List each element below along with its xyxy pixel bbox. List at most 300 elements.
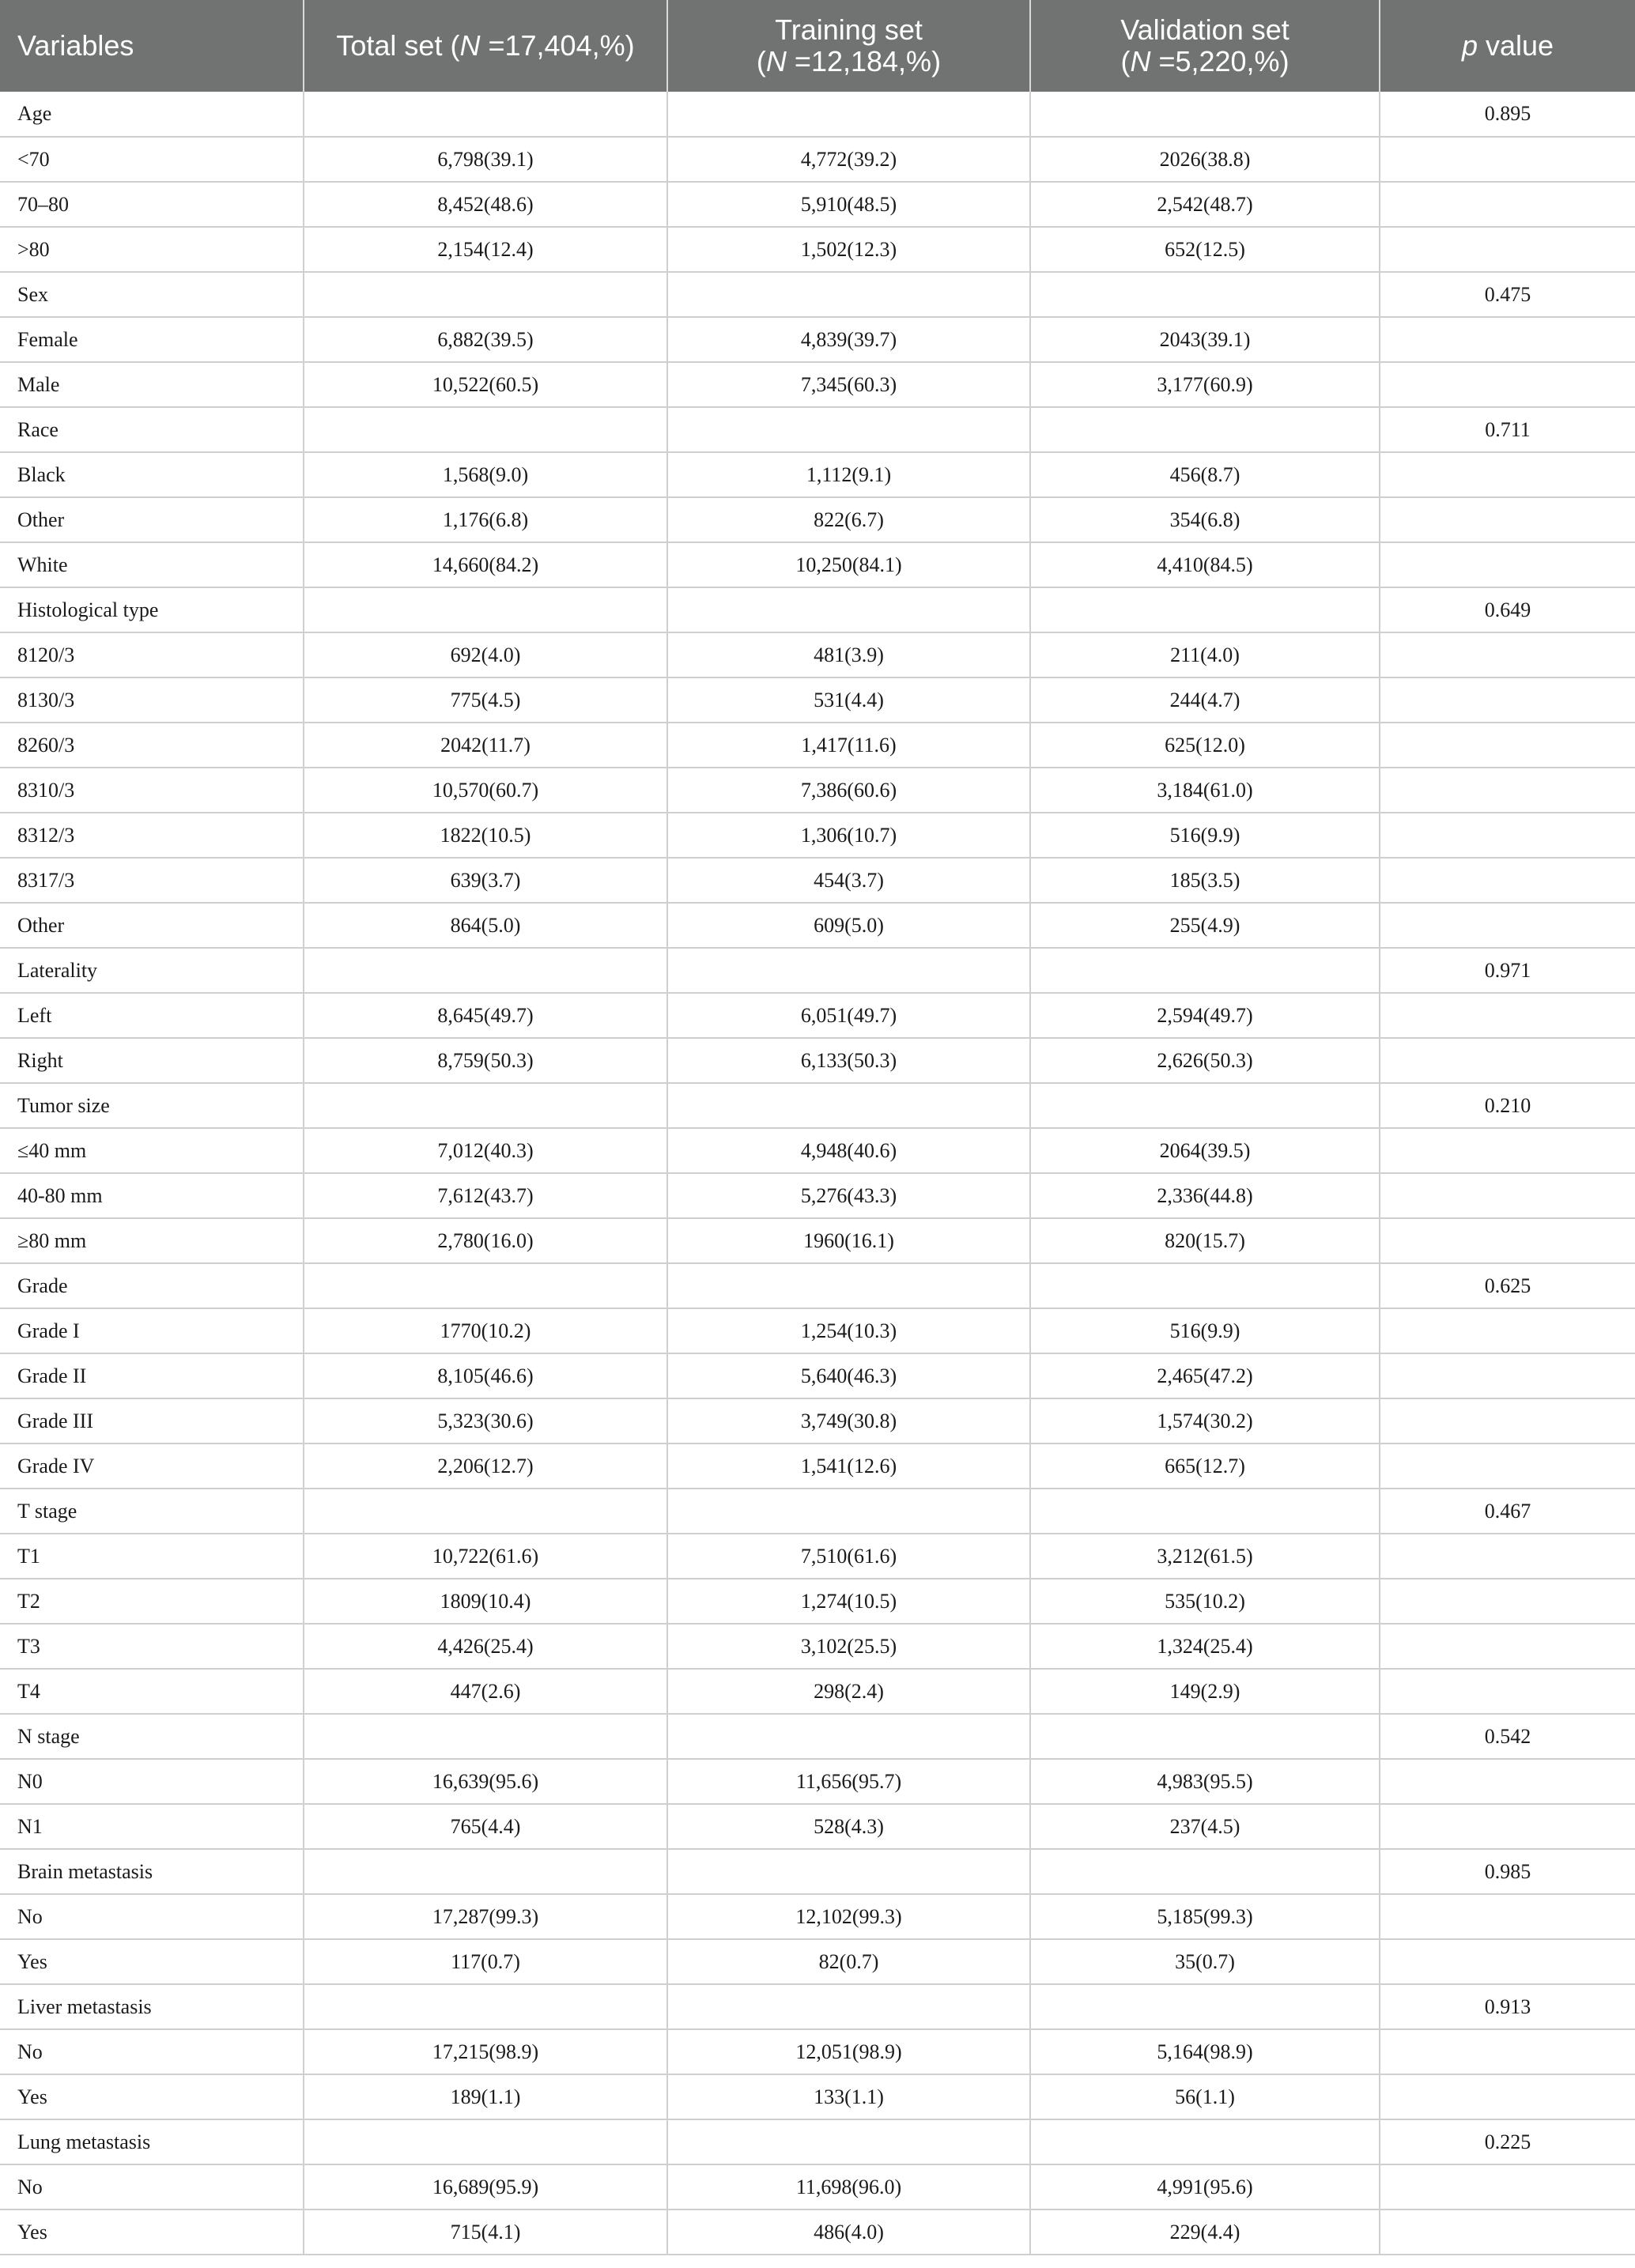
total-set-cell: 8,759(50.3) — [304, 1038, 667, 1083]
training-set-cell: 1960(16.1) — [667, 1218, 1030, 1263]
p-value-cell — [1380, 1173, 1635, 1218]
validation-set-cell: 3,212(61.5) — [1030, 1534, 1380, 1579]
table-row — [0, 768, 1635, 813]
training-set-cell: 133(1.1) — [667, 2074, 1030, 2119]
total-set-cell: 6,798(39.1) — [304, 137, 667, 182]
training-set-cell: 1,274(10.5) — [667, 1579, 1030, 1624]
variable-cell: T stage — [0, 1489, 304, 1534]
training-set-cell: 531(4.4) — [667, 677, 1030, 723]
header-total-pre: Total set ( — [336, 29, 460, 62]
header-training-line1: Training set — [775, 13, 923, 46]
table-row — [0, 677, 1635, 723]
total-set-cell — [304, 1984, 667, 2029]
table-row — [0, 362, 1635, 407]
p-value-cell: 0.895 — [1380, 92, 1635, 137]
total-set-cell: 2,206(12.7) — [304, 1443, 667, 1489]
header-validation-post: =5,220,%) — [1150, 45, 1289, 77]
variable-cell: 8130/3 — [0, 677, 304, 723]
total-set-cell: 5,323(30.6) — [304, 1398, 667, 1443]
total-set-cell: 1770(10.2) — [304, 1308, 667, 1353]
total-set-cell: 16,639(95.6) — [304, 1759, 667, 1804]
variable-cell: Liver metastasis — [0, 1984, 304, 2029]
validation-set-cell: 2,465(47.2) — [1030, 1353, 1380, 1398]
table-row — [0, 1489, 1635, 1534]
total-set-cell: 8,452(48.6) — [304, 182, 667, 227]
validation-set-cell — [1030, 407, 1380, 452]
total-set-cell: 14,660(84.2) — [304, 542, 667, 587]
p-value-cell — [1380, 1398, 1635, 1443]
validation-set-cell: 35(0.7) — [1030, 1939, 1380, 1984]
training-set-cell: 1,306(10.7) — [667, 813, 1030, 858]
training-set-cell: 1,254(10.3) — [667, 1308, 1030, 1353]
variable-cell: Other — [0, 497, 304, 542]
total-set-cell: 17,287(99.3) — [304, 1894, 667, 1939]
p-value-cell: 0.971 — [1380, 948, 1635, 993]
header-validation-n: N — [1130, 45, 1151, 77]
total-set-cell: 447(2.6) — [304, 1669, 667, 1714]
training-set-cell: 609(5.0) — [667, 903, 1030, 948]
total-set-cell: 2,780(16.0) — [304, 1218, 667, 1263]
p-value-cell — [1380, 452, 1635, 497]
validation-set-cell: 2,542(48.7) — [1030, 182, 1380, 227]
training-set-cell: 298(2.4) — [667, 1669, 1030, 1714]
p-value-cell: 0.985 — [1380, 1849, 1635, 1894]
header-row — [0, 0, 1635, 92]
validation-set-cell: 237(4.5) — [1030, 1804, 1380, 1849]
table-row — [0, 1984, 1635, 2029]
validation-set-cell: 2064(39.5) — [1030, 1128, 1380, 1173]
variable-cell: No — [0, 2029, 304, 2074]
training-set-cell: 4,839(39.7) — [667, 317, 1030, 362]
header-validation-set — [1030, 0, 1380, 92]
total-set-cell: 8,105(46.6) — [304, 1353, 667, 1398]
training-set-cell: 7,510(61.6) — [667, 1534, 1030, 1579]
variable-cell: Right — [0, 1038, 304, 1083]
variable-cell: Other — [0, 903, 304, 948]
variable-cell: Grade III — [0, 1398, 304, 1443]
variable-cell: Female — [0, 317, 304, 362]
header-p: p — [1461, 29, 1478, 62]
variable-cell: White — [0, 542, 304, 587]
validation-set-cell: 516(9.9) — [1030, 813, 1380, 858]
total-set-cell: 639(3.7) — [304, 858, 667, 903]
p-value-cell: 0.467 — [1380, 1489, 1635, 1534]
p-value-cell — [1380, 1759, 1635, 1804]
variable-cell: N1 — [0, 1804, 304, 1849]
training-set-cell — [667, 1083, 1030, 1128]
variable-cell: ≤40 mm — [0, 1128, 304, 1173]
training-set-cell: 12,051(98.9) — [667, 2029, 1030, 2074]
total-set-cell: 16,689(95.9) — [304, 2164, 667, 2210]
p-value-cell — [1380, 2210, 1635, 2255]
validation-set-cell: 820(15.7) — [1030, 1218, 1380, 1263]
training-set-cell: 7,386(60.6) — [667, 768, 1030, 813]
variable-cell: T4 — [0, 1669, 304, 1714]
training-set-cell: 822(6.7) — [667, 497, 1030, 542]
training-set-cell — [667, 2119, 1030, 2164]
table-row — [0, 1669, 1635, 1714]
validation-set-cell — [1030, 1083, 1380, 1128]
variable-cell: N stage — [0, 1714, 304, 1759]
variable-cell: Tumor size — [0, 1083, 304, 1128]
validation-set-cell — [1030, 1984, 1380, 2029]
p-value-cell — [1380, 1353, 1635, 1398]
validation-set-cell — [1030, 948, 1380, 993]
variable-cell: Age — [0, 92, 304, 137]
p-value-cell — [1380, 2029, 1635, 2074]
table-row — [0, 317, 1635, 362]
p-value-cell — [1380, 2164, 1635, 2210]
total-set-cell: 2,154(12.4) — [304, 227, 667, 272]
p-value-cell: 0.649 — [1380, 587, 1635, 632]
table-row — [0, 1083, 1635, 1128]
variable-cell: 8260/3 — [0, 723, 304, 768]
validation-set-cell — [1030, 2119, 1380, 2164]
table-row — [0, 1128, 1635, 1173]
variable-cell: Laterality — [0, 948, 304, 993]
validation-set-cell: 3,177(60.9) — [1030, 362, 1380, 407]
training-set-cell: 4,948(40.6) — [667, 1128, 1030, 1173]
p-value-cell — [1380, 1218, 1635, 1263]
variable-cell: Yes — [0, 2074, 304, 2119]
table-row — [0, 1624, 1635, 1669]
variable-cell: T1 — [0, 1534, 304, 1579]
training-set-cell: 11,698(96.0) — [667, 2164, 1030, 2210]
variable-cell: Grade — [0, 1263, 304, 1308]
p-value-cell — [1380, 1308, 1635, 1353]
validation-set-cell: 149(2.9) — [1030, 1669, 1380, 1714]
p-value-cell — [1380, 362, 1635, 407]
table-row — [0, 92, 1635, 137]
table-row — [0, 1308, 1635, 1353]
validation-set-cell: 5,164(98.9) — [1030, 2029, 1380, 2074]
p-value-cell — [1380, 813, 1635, 858]
p-value-cell — [1380, 993, 1635, 1038]
total-set-cell: 117(0.7) — [304, 1939, 667, 1984]
validation-set-cell — [1030, 1489, 1380, 1534]
p-value-cell: 0.475 — [1380, 272, 1635, 317]
table-row — [0, 227, 1635, 272]
training-set-cell: 486(4.0) — [667, 2210, 1030, 2255]
table-row — [0, 1804, 1635, 1849]
table-row — [0, 1443, 1635, 1489]
p-value-cell — [1380, 768, 1635, 813]
total-set-cell — [304, 1489, 667, 1534]
training-set-cell: 12,102(99.3) — [667, 1894, 1030, 1939]
training-set-cell — [667, 1714, 1030, 1759]
training-set-cell — [667, 1849, 1030, 1894]
total-set-cell — [304, 92, 667, 137]
table-row — [0, 407, 1635, 452]
validation-set-cell: 255(4.9) — [1030, 903, 1380, 948]
training-set-cell: 3,102(25.5) — [667, 1624, 1030, 1669]
variable-cell: Black — [0, 452, 304, 497]
table-row — [0, 182, 1635, 227]
training-set-cell — [667, 407, 1030, 452]
variable-cell: 8120/3 — [0, 632, 304, 677]
variable-cell: >80 — [0, 227, 304, 272]
total-set-cell: 1,176(6.8) — [304, 497, 667, 542]
total-set-cell — [304, 1714, 667, 1759]
p-value-cell — [1380, 1804, 1635, 1849]
validation-set-cell: 625(12.0) — [1030, 723, 1380, 768]
header-p-value — [1380, 0, 1635, 92]
validation-set-cell: 4,983(95.5) — [1030, 1759, 1380, 1804]
variable-cell: T3 — [0, 1624, 304, 1669]
table-row — [0, 2074, 1635, 2119]
validation-set-cell: 244(4.7) — [1030, 677, 1380, 723]
training-set-cell: 481(3.9) — [667, 632, 1030, 677]
training-set-cell: 1,541(12.6) — [667, 1443, 1030, 1489]
variable-cell: Sex — [0, 272, 304, 317]
training-set-cell: 11,656(95.7) — [667, 1759, 1030, 1804]
total-set-cell: 10,522(60.5) — [304, 362, 667, 407]
training-set-cell: 3,749(30.8) — [667, 1398, 1030, 1443]
p-value-cell — [1380, 497, 1635, 542]
table-row — [0, 2210, 1635, 2255]
training-set-cell: 5,910(48.5) — [667, 182, 1030, 227]
header-training-pre: ( — [756, 45, 766, 77]
total-set-cell — [304, 272, 667, 317]
table-row — [0, 948, 1635, 993]
header-variables: Variables — [0, 0, 304, 92]
p-value-cell — [1380, 1579, 1635, 1624]
p-value-cell: 0.210 — [1380, 1083, 1635, 1128]
table-row — [0, 632, 1635, 677]
total-set-cell: 775(4.5) — [304, 677, 667, 723]
table-row — [0, 1939, 1635, 1984]
validation-set-cell: 1,324(25.4) — [1030, 1624, 1380, 1669]
table-row — [0, 903, 1635, 948]
variable-cell: 70–80 — [0, 182, 304, 227]
variable-cell: Grade I — [0, 1308, 304, 1353]
table-row — [0, 1173, 1635, 1218]
total-set-cell: 1,568(9.0) — [304, 452, 667, 497]
table-row — [0, 1894, 1635, 1939]
validation-set-cell: 56(1.1) — [1030, 2074, 1380, 2119]
validation-set-cell: 4,410(84.5) — [1030, 542, 1380, 587]
total-set-cell: 715(4.1) — [304, 2210, 667, 2255]
variable-cell: Yes — [0, 1939, 304, 1984]
training-set-cell: 1,417(11.6) — [667, 723, 1030, 768]
training-set-cell: 1,112(9.1) — [667, 452, 1030, 497]
variable-cell: Grade II — [0, 1353, 304, 1398]
training-set-cell: 5,640(46.3) — [667, 1353, 1030, 1398]
total-set-cell: 1809(10.4) — [304, 1579, 667, 1624]
table-row — [0, 1714, 1635, 1759]
table-row — [0, 1218, 1635, 1263]
total-set-cell: 864(5.0) — [304, 903, 667, 948]
header-training-n: N — [765, 45, 787, 77]
table-row — [0, 587, 1635, 632]
validation-set-cell — [1030, 1714, 1380, 1759]
validation-set-cell: 2026(38.8) — [1030, 137, 1380, 182]
total-set-cell: 17,215(98.9) — [304, 2029, 667, 2074]
header-validation-line1: Validation set — [1120, 13, 1289, 46]
variable-cell: No — [0, 1894, 304, 1939]
variable-cell: 8312/3 — [0, 813, 304, 858]
training-set-cell — [667, 92, 1030, 137]
table-row — [0, 497, 1635, 542]
table-row — [0, 993, 1635, 1038]
training-set-cell — [667, 587, 1030, 632]
validation-set-cell: 1,574(30.2) — [1030, 1398, 1380, 1443]
validation-set-cell — [1030, 92, 1380, 137]
training-set-cell — [667, 1489, 1030, 1534]
validation-set-cell: 229(4.4) — [1030, 2210, 1380, 2255]
validation-set-cell: 665(12.7) — [1030, 1443, 1380, 1489]
p-value-cell — [1380, 1128, 1635, 1173]
table-row — [0, 1759, 1635, 1804]
header-total-post: =17,404,%) — [480, 29, 635, 62]
total-set-cell: 189(1.1) — [304, 2074, 667, 2119]
header-training-set — [667, 0, 1030, 92]
validation-set-cell: 535(10.2) — [1030, 1579, 1380, 1624]
table-row — [0, 858, 1635, 903]
validation-set-cell: 211(4.0) — [1030, 632, 1380, 677]
total-set-cell: 10,570(60.7) — [304, 768, 667, 813]
table-row — [0, 723, 1635, 768]
variable-cell: No — [0, 2164, 304, 2210]
total-set-cell: 7,612(43.7) — [304, 1173, 667, 1218]
variable-cell: ≥80 mm — [0, 1218, 304, 1263]
total-set-cell: 1822(10.5) — [304, 813, 667, 858]
variable-cell: Race — [0, 407, 304, 452]
total-set-cell — [304, 2119, 667, 2164]
p-value-cell — [1380, 903, 1635, 948]
table-row — [0, 813, 1635, 858]
validation-set-cell: 2,336(44.8) — [1030, 1173, 1380, 1218]
header-total-set — [304, 0, 667, 92]
table-row — [0, 1534, 1635, 1579]
table-row — [0, 2164, 1635, 2210]
validation-set-cell — [1030, 272, 1380, 317]
table-row — [0, 452, 1635, 497]
p-value-cell: 0.711 — [1380, 407, 1635, 452]
training-set-cell: 528(4.3) — [667, 1804, 1030, 1849]
total-set-cell — [304, 587, 667, 632]
table-row — [0, 2029, 1635, 2074]
training-set-cell — [667, 1984, 1030, 2029]
p-value-cell — [1380, 1669, 1635, 1714]
p-value-cell — [1380, 542, 1635, 587]
p-value-cell: 0.913 — [1380, 1984, 1635, 2029]
p-value-cell — [1380, 2074, 1635, 2119]
validation-set-cell — [1030, 1263, 1380, 1308]
validation-set-cell: 652(12.5) — [1030, 227, 1380, 272]
training-set-cell: 5,276(43.3) — [667, 1173, 1030, 1218]
variable-cell: Male — [0, 362, 304, 407]
p-value-cell — [1380, 317, 1635, 362]
table-row — [0, 1038, 1635, 1083]
p-value-cell — [1380, 182, 1635, 227]
training-set-cell: 4,772(39.2) — [667, 137, 1030, 182]
p-value-cell — [1380, 1894, 1635, 1939]
training-set-cell: 6,133(50.3) — [667, 1038, 1030, 1083]
table-row — [0, 137, 1635, 182]
validation-set-cell: 354(6.8) — [1030, 497, 1380, 542]
p-value-cell — [1380, 227, 1635, 272]
p-value-cell: 0.542 — [1380, 1714, 1635, 1759]
validation-set-cell: 3,184(61.0) — [1030, 768, 1380, 813]
validation-set-cell — [1030, 587, 1380, 632]
total-set-cell — [304, 1849, 667, 1894]
total-set-cell: 2042(11.7) — [304, 723, 667, 768]
variable-cell: Histological type — [0, 587, 304, 632]
total-set-cell — [304, 1263, 667, 1308]
training-set-cell: 454(3.7) — [667, 858, 1030, 903]
training-set-cell: 7,345(60.3) — [667, 362, 1030, 407]
validation-set-cell: 516(9.9) — [1030, 1308, 1380, 1353]
variable-cell: Lung metastasis — [0, 2119, 304, 2164]
total-set-cell — [304, 407, 667, 452]
p-value-cell — [1380, 1038, 1635, 1083]
table-row — [0, 2119, 1635, 2164]
total-set-cell: 4,426(25.4) — [304, 1624, 667, 1669]
validation-set-cell: 2043(39.1) — [1030, 317, 1380, 362]
total-set-cell: 6,882(39.5) — [304, 317, 667, 362]
training-set-cell: 10,250(84.1) — [667, 542, 1030, 587]
validation-set-cell: 185(3.5) — [1030, 858, 1380, 903]
variable-cell: <70 — [0, 137, 304, 182]
validation-set-cell: 2,626(50.3) — [1030, 1038, 1380, 1083]
p-value-cell — [1380, 677, 1635, 723]
p-value-cell: 0.225 — [1380, 2119, 1635, 2164]
validation-set-cell: 4,991(95.6) — [1030, 2164, 1380, 2210]
training-set-cell: 6,051(49.7) — [667, 993, 1030, 1038]
variable-cell: 40-80 mm — [0, 1173, 304, 1218]
variable-cell: 8317/3 — [0, 858, 304, 903]
training-set-cell: 82(0.7) — [667, 1939, 1030, 1984]
validation-set-cell: 2,594(49.7) — [1030, 993, 1380, 1038]
p-value-cell — [1380, 858, 1635, 903]
table-row — [0, 542, 1635, 587]
header-total-n: N — [459, 29, 481, 62]
p-value-cell — [1380, 632, 1635, 677]
table-row — [0, 1263, 1635, 1308]
variable-cell: N0 — [0, 1759, 304, 1804]
table-body — [0, 92, 1635, 2255]
variable-cell: Grade IV — [0, 1443, 304, 1489]
p-value-cell — [1380, 1534, 1635, 1579]
variable-cell: Left — [0, 993, 304, 1038]
validation-set-cell — [1030, 1849, 1380, 1894]
p-value-cell — [1380, 723, 1635, 768]
validation-set-cell: 5,185(99.3) — [1030, 1894, 1380, 1939]
table-row — [0, 1353, 1635, 1398]
total-set-cell: 8,645(49.7) — [304, 993, 667, 1038]
header-validation-pre: ( — [1120, 45, 1131, 77]
table-header — [0, 0, 1635, 92]
header-p-post: value — [1477, 29, 1554, 62]
table-row — [0, 1398, 1635, 1443]
table-row — [0, 1579, 1635, 1624]
p-value-cell — [1380, 1624, 1635, 1669]
training-set-cell — [667, 948, 1030, 993]
total-set-cell — [304, 1083, 667, 1128]
p-value-cell — [1380, 1443, 1635, 1489]
table-row — [0, 1849, 1635, 1894]
training-set-cell — [667, 1263, 1030, 1308]
total-set-cell — [304, 948, 667, 993]
total-set-cell: 10,722(61.6) — [304, 1534, 667, 1579]
total-set-cell: 692(4.0) — [304, 632, 667, 677]
table-row — [0, 272, 1635, 317]
variable-cell: Yes — [0, 2210, 304, 2255]
training-set-cell: 1,502(12.3) — [667, 227, 1030, 272]
p-value-cell — [1380, 1939, 1635, 1984]
header-training-post: =12,184,%) — [786, 45, 942, 77]
